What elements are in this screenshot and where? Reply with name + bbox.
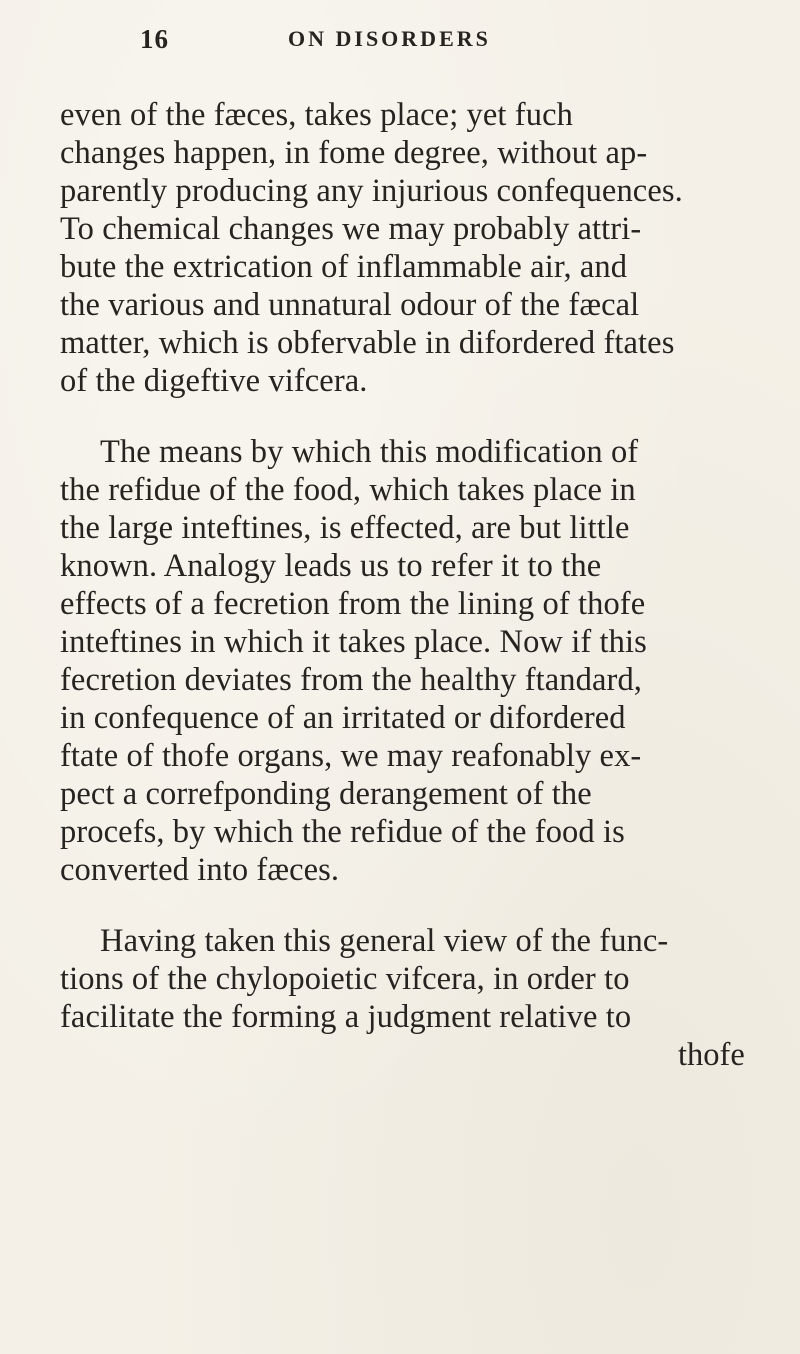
text-line: changes happen, in fome degree, without ap- bbox=[60, 135, 648, 171]
text-line: the refidue of the food, which takes place in bbox=[60, 472, 636, 508]
text-line: tions of the chylopoietic vifcera, in order to bbox=[60, 961, 630, 997]
text-line: bute the extrication of inflammable air, and bbox=[60, 249, 628, 285]
text-line: in confequence of an irritated or difordered bbox=[60, 700, 626, 736]
text-line: ftate of thofe organs, we may reafonably ex- bbox=[60, 738, 642, 774]
text-line: procefs, by which the refidue of the food is bbox=[60, 814, 625, 850]
page-header bbox=[0, 24, 800, 64]
text-line: even of the fæces, takes place; yet fuch bbox=[60, 97, 573, 133]
text-line: of the digeftive vifcera. bbox=[60, 363, 368, 399]
text-line: the various and unnatural odour of the fæcal bbox=[60, 287, 640, 323]
text-line: matter, which is obfervable in difordered ftates bbox=[60, 325, 675, 361]
text-line: pect a correfponding derangement of the bbox=[60, 776, 592, 812]
page-number: 16 bbox=[140, 24, 169, 54]
text-line: fecretion deviates from the healthy ftandard, bbox=[60, 662, 643, 698]
text-line: parently producing any injurious confequences. bbox=[60, 173, 683, 209]
text-line: facilitate the forming a judgment relative to bbox=[60, 999, 632, 1035]
text-line: The means by which this modification of bbox=[100, 434, 639, 470]
text-line: known. Analogy leads us to refer it to the bbox=[60, 548, 602, 584]
running-head: ON DISORDERS bbox=[288, 26, 491, 51]
text-line: inteftines in which it takes place. Now if this bbox=[60, 624, 647, 660]
text-line: the large inteftines, is effected, are but little bbox=[60, 510, 630, 546]
text-line: converted into fæces. bbox=[60, 852, 340, 888]
text-line: Having taken this general view of the func- bbox=[100, 923, 669, 959]
text-line: effects of a fecretion from the lining of thofe bbox=[60, 586, 646, 622]
text-line: To chemical changes we may probably attri- bbox=[60, 211, 642, 247]
catchword: thofe bbox=[678, 1037, 745, 1073]
